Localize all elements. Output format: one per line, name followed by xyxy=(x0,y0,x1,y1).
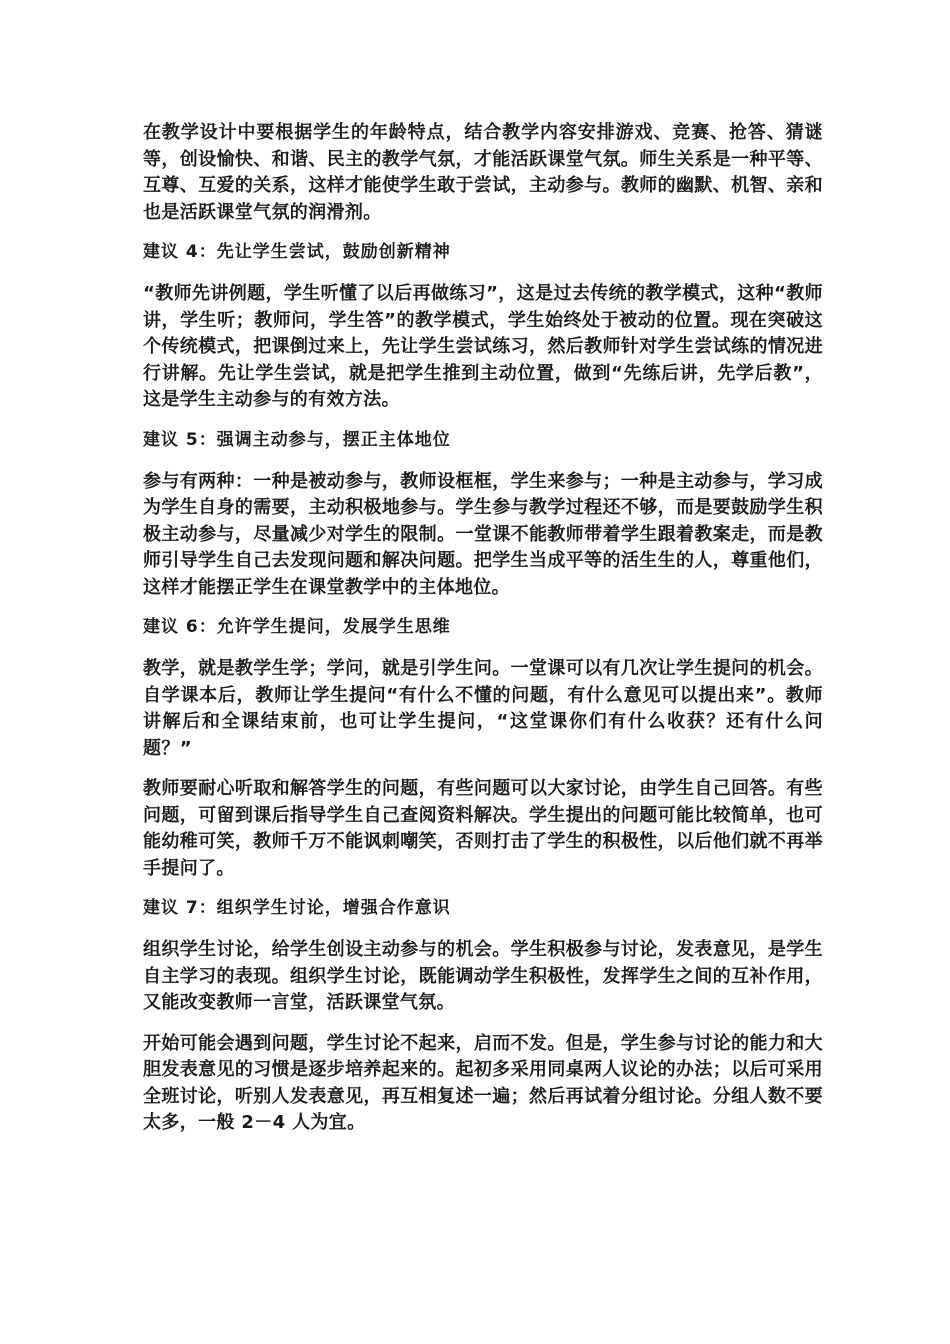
paragraph-classroom-atmosphere: 在教学设计中要根据学生的年龄特点，结合教学内容安排游戏、竞赛、抢答、猜谜等，创设愉快、和谐、民主的教学气氛，才能活跃课堂气氛。师生关系是一种平等、互尊、互爱的关系，这样才能使学生敢于尝试，主动参与。教师的幽默、机智、亲和也是活跃课堂气氛的润滑剂。 xyxy=(143,122,823,223)
paragraph-suggestion-6-b: 教师要耐心听取和解答学生的问题，有些问题可以大家讨论，由学生自己回答。有些问题，可留到课后指导学生自己查阅资料解决。学生提出的问题可能比较简单，也可能幼稚可笑，教师千万不能讽刺嘲笑，否则打击了学生的积极性，以后他们就不再举手提问了。 xyxy=(143,778,823,879)
heading-suggestion-4: 建议 4：先让学生尝试，鼓励创新精神 xyxy=(143,242,451,262)
paragraph-suggestion-4: “教师先讲例题，学生听懂了以后再做练习”，这是过去传统的教学模式，这种“教师讲，学生听；教师问，学生答”的教学模式，学生始终处于被动的位置。现在突破这个传统模式，把课倒过来上，先让学生尝试练习，然后教师针对学生尝试练的情况进行讲解。先让学生尝试，就是把学生推到主动位置，做到“先练后讲，先学后教”，这是学生主动参与的有效方法。 xyxy=(143,283,823,410)
heading-suggestion-5: 建议 5：强调主动参与，摆正主体地位 xyxy=(143,429,451,450)
paragraph-suggestion-7-a: 组织学生讨论，给学生创设主动参与的机会。学生积极参与讨论，发表意见，是学生自主学习的表现。组织学生讨论，既能调动学生积极性，发挥学生之间的互补作用，又能改变教师一言堂，活跃课堂气氛。 xyxy=(143,939,823,1013)
paragraph-suggestion-5: 参与有两种：一种是被动参与，教师设框框，学生来参与；一种是主动参与，学习成为学生自身的需要，主动积极地参与。学生参与教学过程还不够，而是要鼓励学生积极主动参与，尽量减少对学生的限制。一堂课不能教师带着学生跟着教案走，而是教师引导学生自己去发现问题和解决问题。把学生当成平等的活生生的人，尊重他们，这样才能摆正学生在课堂教学中的主体地位。 xyxy=(143,470,823,598)
heading-suggestion-7: 建议 7：组织学生讨论，增强合作意识 xyxy=(143,898,451,918)
document-page xyxy=(143,120,823,1151)
paragraph-suggestion-7-b: 开始可能会遇到问题，学生讨论不起来，启而不发。但是，学生参与讨论的能力和大胆发表意见的习惯是逐步培养起来的。起初多采用同桌两人议论的办法；以后可采用全班讨论，听别人发表意见，再互相复述一遍；然后再试着分组讨论。分组人数不要太多，一般 2－4 人为宜。 xyxy=(143,1032,823,1133)
heading-suggestion-6: 建议 6：允许学生提问，发展学生思维 xyxy=(143,617,451,637)
paragraph-suggestion-6-a: 教学，就是教学生学；学问，就是引学生问。一堂课可以有几次让学生提问的机会。自学课本后，教师让学生提问“有什么不懂的问题，有什么意见可以提出来”。教师讲解后和全课结束前，也可让学生提问，“这堂课你们有什么收获？还有什么问题？” xyxy=(143,658,823,759)
